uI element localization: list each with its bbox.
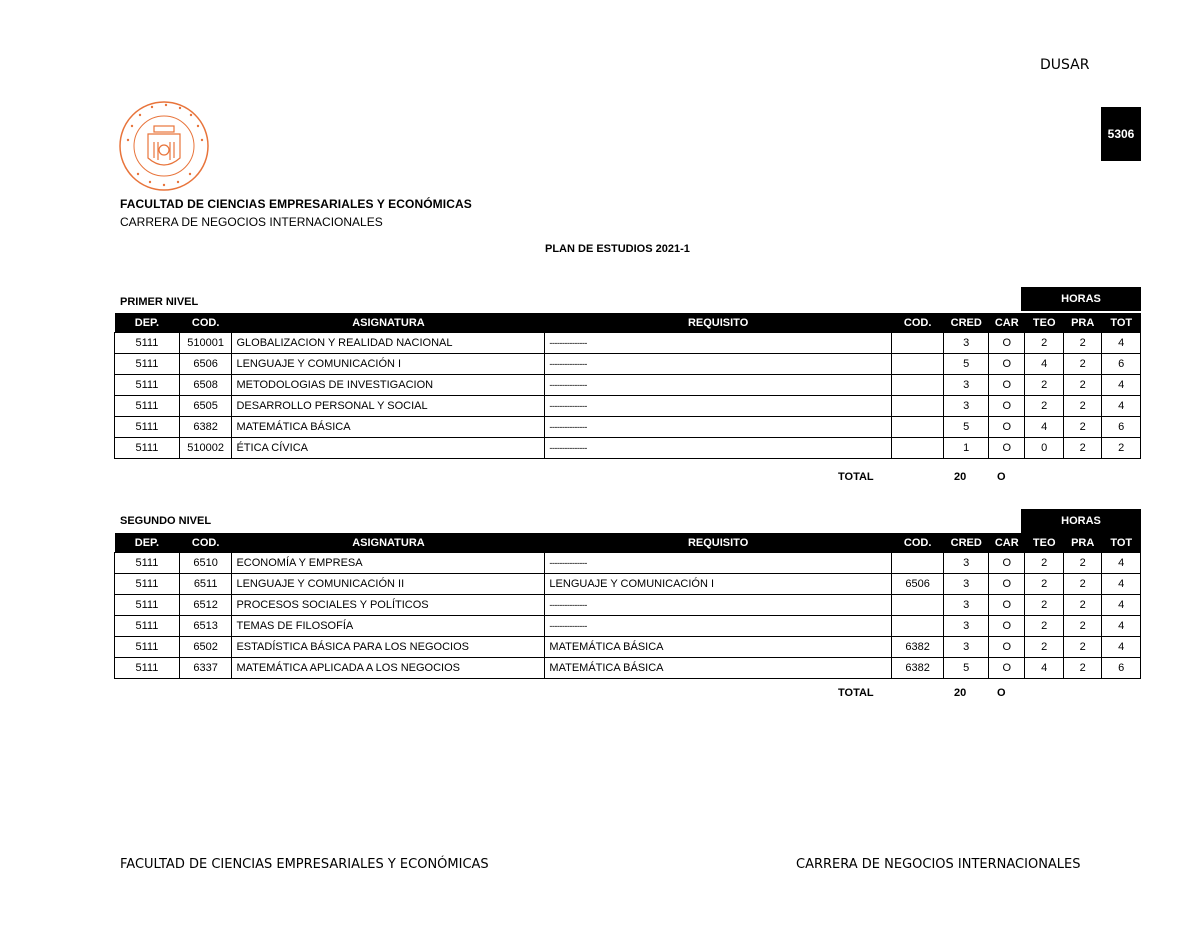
- column-header-cred: CRED: [944, 313, 989, 333]
- cell-req-cod: 6382: [891, 658, 944, 679]
- column-header-dep: DEP.: [115, 313, 180, 333]
- cell-asignatura: ECONOMÍA Y EMPRESA: [232, 553, 545, 574]
- cell-requisito: MATEMÁTICA BÁSICA: [545, 637, 891, 658]
- cell-tot: 4: [1102, 637, 1141, 658]
- university-logo: [118, 100, 210, 192]
- cell-car: O: [989, 375, 1025, 396]
- cell-pra: 2: [1063, 595, 1101, 616]
- total-label: TOTAL: [838, 687, 874, 699]
- cell-dep: 5111: [115, 616, 180, 637]
- column-header-cod: COD.: [179, 533, 232, 553]
- cell-tot: 2: [1102, 438, 1141, 459]
- cell-cod: 6337: [179, 658, 232, 679]
- table-row: [115, 375, 1141, 396]
- cell-asignatura: ESTADÍSTICA BÁSICA PARA LOS NEGOCIOS: [232, 637, 545, 658]
- column-header-cred: CRED: [944, 533, 989, 553]
- cell-car: O: [989, 616, 1025, 637]
- table-row: [115, 574, 1141, 595]
- cell-dep: 5111: [115, 396, 180, 417]
- cell-pra: 2: [1063, 658, 1101, 679]
- column-header-dep: DEP.: [115, 533, 180, 553]
- cell-dep: 5111: [115, 574, 180, 595]
- cell-asignatura: LENGUAJE Y COMUNICACIÓN I: [232, 354, 545, 375]
- column-header-asignatura: ASIGNATURA: [232, 313, 545, 333]
- cell-requisito: ---------------: [545, 616, 891, 637]
- cell-asignatura: PROCESOS SOCIALES Y POLÍTICOS: [232, 595, 545, 616]
- cell-teo: 2: [1025, 574, 1063, 595]
- cell-asignatura: LENGUAJE Y COMUNICACIÓN II: [232, 574, 545, 595]
- cell-pra: 2: [1063, 637, 1101, 658]
- level-title: SEGUNDO NIVEL: [120, 515, 212, 527]
- cell-tot: 4: [1102, 595, 1141, 616]
- column-header-pra: PRA: [1063, 533, 1101, 553]
- cell-tot: 4: [1102, 574, 1141, 595]
- cell-car: O: [989, 553, 1025, 574]
- cell-dep: 5111: [115, 658, 180, 679]
- cell-teo: 4: [1025, 417, 1063, 438]
- cell-req-cod: [891, 333, 944, 354]
- cell-cod: 6510: [179, 553, 232, 574]
- cell-pra: 2: [1063, 375, 1101, 396]
- cell-tot: 6: [1102, 417, 1141, 438]
- total-cred: 20: [954, 687, 967, 699]
- cell-requisito: ---------------: [545, 375, 891, 396]
- cell-teo: 2: [1025, 333, 1063, 354]
- cell-req-cod: [891, 438, 944, 459]
- cell-req-cod: [891, 553, 944, 574]
- column-header-tot: TOT: [1102, 533, 1141, 553]
- cell-cred: 3: [944, 616, 989, 637]
- faculty-title: FACULTAD DE CIENCIAS EMPRESARIALES Y ECONÓMICAS: [120, 197, 472, 211]
- cell-teo: 2: [1025, 553, 1063, 574]
- cell-asignatura: MATEMÁTICA BÁSICA: [232, 417, 545, 438]
- column-header-teo: TEO: [1025, 313, 1063, 333]
- cell-cred: 1: [944, 438, 989, 459]
- table-row: [115, 595, 1141, 616]
- cell-cred: 5: [944, 354, 989, 375]
- column-header-cod: COD.: [179, 313, 232, 333]
- cell-cod: 6502: [179, 637, 232, 658]
- total-car: O: [997, 471, 1006, 483]
- cell-cred: 3: [944, 333, 989, 354]
- cell-asignatura: MATEMÁTICA APLICADA A LOS NEGOCIOS: [232, 658, 545, 679]
- cell-cred: 5: [944, 417, 989, 438]
- cell-cred: 3: [944, 375, 989, 396]
- horas-header: HORAS: [1021, 509, 1141, 533]
- cell-teo: 2: [1025, 616, 1063, 637]
- column-header-teo: TEO: [1025, 533, 1063, 553]
- cell-req-cod: [891, 375, 944, 396]
- cell-tot: 4: [1102, 333, 1141, 354]
- cell-cred: 3: [944, 574, 989, 595]
- cell-asignatura: GLOBALIZACION Y REALIDAD NACIONAL: [232, 333, 545, 354]
- level-table: [114, 313, 1141, 459]
- column-header-requisito: REQUISITO: [545, 313, 891, 333]
- plan-title: PLAN DE ESTUDIOS 2021-1: [545, 243, 690, 255]
- cell-car: O: [989, 574, 1025, 595]
- cell-teo: 2: [1025, 375, 1063, 396]
- cell-pra: 2: [1063, 417, 1101, 438]
- cell-car: O: [989, 333, 1025, 354]
- table-row: [115, 396, 1141, 417]
- cell-teo: 4: [1025, 658, 1063, 679]
- cell-car: O: [989, 354, 1025, 375]
- cell-asignatura: DESARROLLO PERSONAL Y SOCIAL: [232, 396, 545, 417]
- cell-teo: 2: [1025, 396, 1063, 417]
- cell-dep: 5111: [115, 637, 180, 658]
- cell-req-cod: [891, 354, 944, 375]
- footer-career: CARRERA DE NEGOCIOS INTERNACIONALES: [796, 857, 1081, 872]
- cell-teo: 2: [1025, 637, 1063, 658]
- column-header-pra: PRA: [1063, 313, 1101, 333]
- cell-tot: 4: [1102, 616, 1141, 637]
- table-row: [115, 333, 1141, 354]
- cell-pra: 2: [1063, 553, 1101, 574]
- column-header-requisito: REQUISITO: [545, 533, 891, 553]
- total-car: O: [997, 687, 1006, 699]
- level-title: PRIMER NIVEL: [120, 296, 199, 308]
- cell-requisito: ---------------: [545, 354, 891, 375]
- table-row: [115, 658, 1141, 679]
- footer-faculty: FACULTAD DE CIENCIAS EMPRESARIALES Y ECONÓMICAS: [120, 857, 489, 872]
- cell-requisito: MATEMÁTICA BÁSICA: [545, 658, 891, 679]
- cell-cred: 3: [944, 553, 989, 574]
- cell-asignatura: ÉTICA CÍVICA: [232, 438, 545, 459]
- cell-requisito: ---------------: [545, 417, 891, 438]
- cell-dep: 5111: [115, 333, 180, 354]
- cell-car: O: [989, 637, 1025, 658]
- cell-requisito: ---------------: [545, 595, 891, 616]
- cell-tot: 6: [1102, 658, 1141, 679]
- cell-teo: 0: [1025, 438, 1063, 459]
- table-row: [115, 417, 1141, 438]
- cell-pra: 2: [1063, 574, 1101, 595]
- table-row: [115, 354, 1141, 375]
- level-table: [114, 533, 1141, 679]
- cell-tot: 4: [1102, 396, 1141, 417]
- total-label: TOTAL: [838, 471, 874, 483]
- cell-cred: 3: [944, 595, 989, 616]
- cell-req-cod: [891, 616, 944, 637]
- cell-dep: 5111: [115, 438, 180, 459]
- cell-teo: 4: [1025, 354, 1063, 375]
- column-header-req-cod: COD.: [891, 313, 944, 333]
- cell-tot: 4: [1102, 375, 1141, 396]
- cell-car: O: [989, 658, 1025, 679]
- column-header-car: CAR: [989, 533, 1025, 553]
- cell-cod: 6513: [179, 616, 232, 637]
- cell-cred: 3: [944, 396, 989, 417]
- table-row: [115, 616, 1141, 637]
- cell-req-cod: [891, 396, 944, 417]
- cell-tot: 6: [1102, 354, 1141, 375]
- cell-teo: 2: [1025, 595, 1063, 616]
- column-header-car: CAR: [989, 313, 1025, 333]
- cell-dep: 5111: [115, 595, 180, 616]
- cell-cod: 6512: [179, 595, 232, 616]
- cell-pra: 2: [1063, 396, 1101, 417]
- cell-dep: 5111: [115, 417, 180, 438]
- cell-car: O: [989, 438, 1025, 459]
- plan-code-badge: 5306: [1101, 107, 1141, 161]
- dusar-label: DUSAR: [1040, 57, 1090, 73]
- cell-cod: 6506: [179, 354, 232, 375]
- cell-cod: 510001: [179, 333, 232, 354]
- cell-req-cod: 6506: [891, 574, 944, 595]
- cell-cod: 6505: [179, 396, 232, 417]
- cell-dep: 5111: [115, 553, 180, 574]
- cell-dep: 5111: [115, 375, 180, 396]
- cell-requisito: ---------------: [545, 333, 891, 354]
- column-header-req-cod: COD.: [891, 533, 944, 553]
- table-row: [115, 637, 1141, 658]
- cell-req-cod: [891, 595, 944, 616]
- career-title: CARRERA DE NEGOCIOS INTERNACIONALES: [120, 215, 383, 229]
- cell-car: O: [989, 396, 1025, 417]
- cell-req-cod: [891, 417, 944, 438]
- cell-cred: 5: [944, 658, 989, 679]
- cell-pra: 2: [1063, 616, 1101, 637]
- column-header-tot: TOT: [1102, 313, 1141, 333]
- cell-cod: 510002: [179, 438, 232, 459]
- column-header-asignatura: ASIGNATURA: [232, 533, 545, 553]
- total-cred: 20: [954, 471, 967, 483]
- cell-pra: 2: [1063, 333, 1101, 354]
- cell-asignatura: TEMAS DE FILOSOFÍA: [232, 616, 545, 637]
- cell-car: O: [989, 417, 1025, 438]
- cell-dep: 5111: [115, 354, 180, 375]
- table-row: [115, 553, 1141, 574]
- cell-requisito: LENGUAJE Y COMUNICACIÓN I: [545, 574, 891, 595]
- cell-asignatura: METODOLOGIAS DE INVESTIGACION: [232, 375, 545, 396]
- cell-requisito: ---------------: [545, 553, 891, 574]
- cell-cred: 3: [944, 637, 989, 658]
- cell-car: O: [989, 595, 1025, 616]
- cell-cod: 6511: [179, 574, 232, 595]
- cell-req-cod: 6382: [891, 637, 944, 658]
- cell-cod: 6382: [179, 417, 232, 438]
- horas-header: HORAS: [1021, 287, 1141, 311]
- cell-requisito: ---------------: [545, 438, 891, 459]
- cell-tot: 4: [1102, 553, 1141, 574]
- cell-cod: 6508: [179, 375, 232, 396]
- cell-pra: 2: [1063, 354, 1101, 375]
- cell-requisito: ---------------: [545, 396, 891, 417]
- cell-pra: 2: [1063, 438, 1101, 459]
- table-row: [115, 438, 1141, 459]
